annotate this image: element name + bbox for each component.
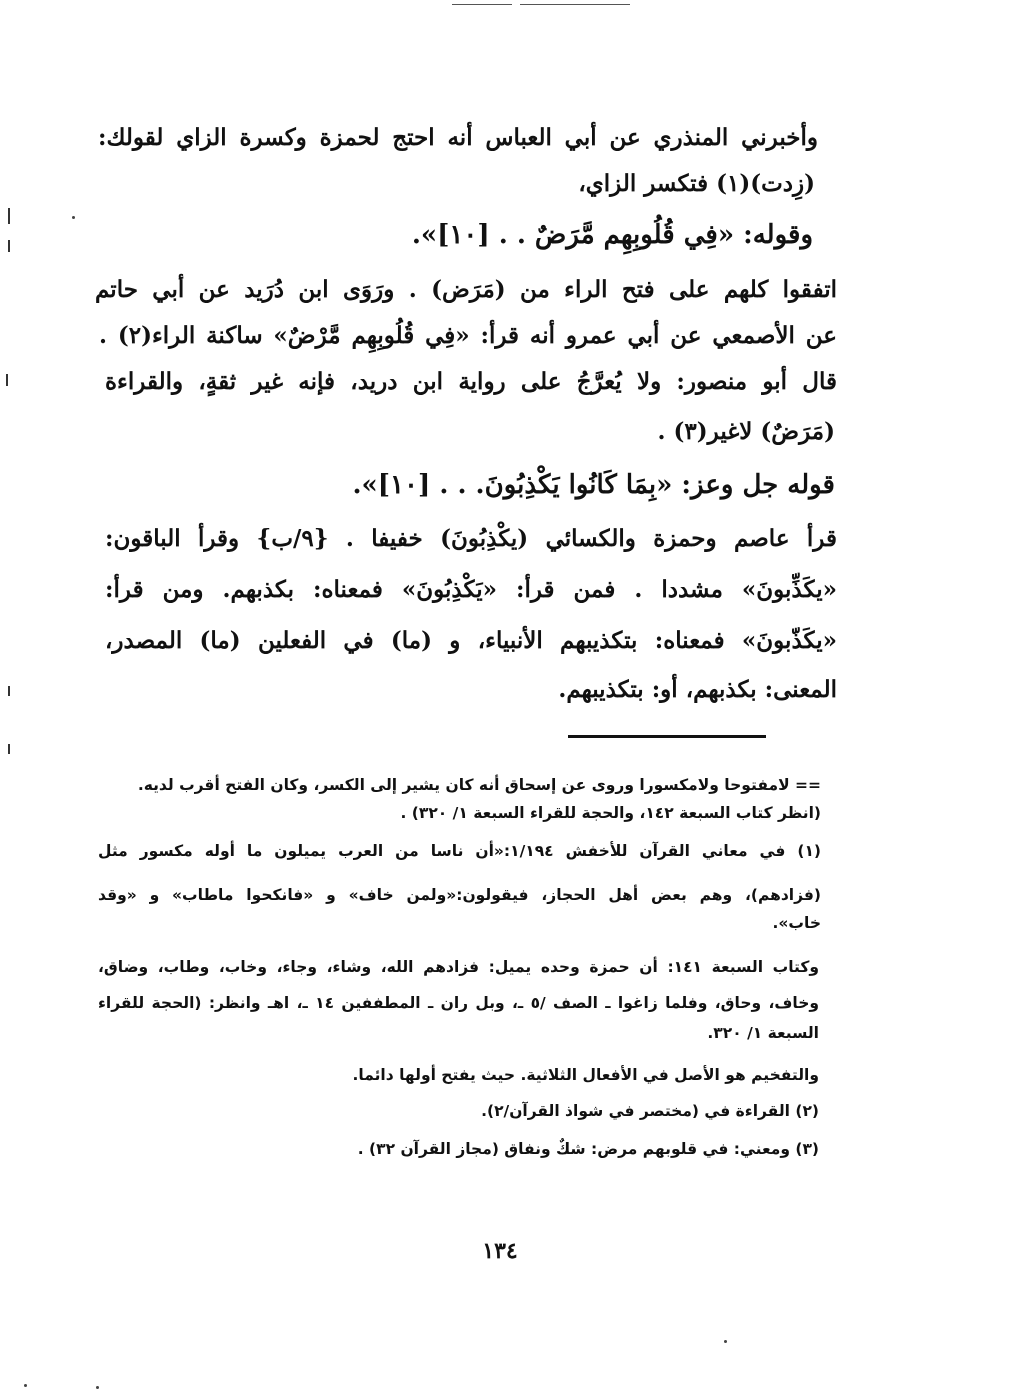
text-line: وأخبرني المنذري عن أبي العباس أنه احتج لحمزة وكسرة الزاي لقولك: [98, 124, 818, 151]
scan-speck [72, 216, 75, 219]
footnote-line: والتفخيم هو الأصل في الأفعال الثلاثية. حيث يفتح أولها دائما. [352, 1066, 819, 1084]
scan-speck [24, 1384, 27, 1387]
footnote-line: (١) في معاني القرآن للأخفش ١/١٩٤:«أن ناسا من العرب يميلون ما أوله مكسور مثل [98, 842, 821, 860]
scan-mark [8, 686, 10, 696]
footnote-line: (انظر كتاب السبعة ١٤٢، والحجة للقراء السبعة ١/ ٣٢٠) . [400, 804, 821, 822]
text-line: قرأ عاصم وحمزة والكسائي (يكْذِبُونَ) خفيفا . {٩/ب} وقرأ الباقون: [105, 525, 837, 552]
verse-quote: قوله جل وعز: «بِمَا كَانُوا يَكْذِبُونَ. . . [١٠]». [352, 470, 835, 500]
footnote-line: (فزادهم)، وهم بعض أهل الحجاز، فيقولون:«ولمن خاف» و «فانكحوا ماطاب» و «وقد [98, 886, 821, 904]
scan-speck [96, 1386, 99, 1389]
text-line: عن الأصمعي عن أبي عمرو أنه قرأ: «فِي قُلُوبِهِم مَّرْضٌ» ساكنة الراء(٢) . [99, 322, 837, 349]
text-line: (مَرَضٌ) لاغير(٣) . [657, 418, 835, 445]
top-rule [452, 4, 512, 5]
scan-mark [8, 208, 10, 224]
text-line: المعنى: بكذبهم، أو: بتكذيبهم. [558, 676, 837, 703]
scan-speck [724, 1340, 727, 1343]
footnote-line: وكتاب السبعة ١٤١: أن حمزة وحده يميل: فزادهم الله، وشاء، وجاء، وخاب، وطاب، وضاق، [98, 958, 819, 976]
footnote-line: وخاف، وحاق، وفلما زاغوا ـ الصف /٥ ـ، وبل ران ـ المطففين ١٤ ـ، اهـ وانظر: (الحجة للقراء [98, 994, 820, 1012]
text-line: «يكَذّبونَ» فمعناه: بتكذيبهم الأنبياء، و (ما) في الفعلين (ما) المصدر، [105, 627, 837, 654]
top-rule [520, 4, 630, 5]
scan-mark [8, 240, 10, 252]
text-line: «يكَذِّبونَ» مشددا . فمن قرأ: «يَكْذِبُونَ» فمعناه: بكذبهم. ومن قرأ: [105, 576, 837, 603]
footnote-line: خاب». [772, 914, 821, 932]
footnote-line: (٢) القراءة في (مختصر في شواذ القرآن/٢). [481, 1102, 819, 1120]
text-line: اتفقوا كلهم على فتح الراء من (مَرَض) . ورَوَى ابن دُرَيد عن أبي حاتم [95, 276, 837, 303]
footnote-line: السبعة ١/ ٣٢٠. [707, 1024, 819, 1042]
page-number: ١٣٤ [482, 1238, 518, 1264]
text-line: (زِدت)(١) فتكسر الزاي، [578, 170, 815, 197]
scan-mark [6, 374, 8, 386]
footnote-line: (٣) ومعني: في قلوبهم مرض: شكٌ ونفاق (مجاز القرآن ٣٢) . [357, 1140, 819, 1158]
footnote-line: == لامفتوحا ولامكسورا وروى عن إسحاق أنه كان يشير إلى الكسر، وكان الفتح أقرب لديه. [137, 776, 821, 794]
text-line: قال أبو منصور: ولا يُعرَّجُ على رواية ابن دريد، فإنه غير ثقةٍ، والقراءة [105, 368, 837, 395]
verse-quote: وقوله: «فِي قُلُوبِهِم مَّرَضٌ . . [١٠]». [411, 220, 813, 250]
footnote-separator [568, 735, 766, 738]
scan-mark [8, 744, 10, 754]
